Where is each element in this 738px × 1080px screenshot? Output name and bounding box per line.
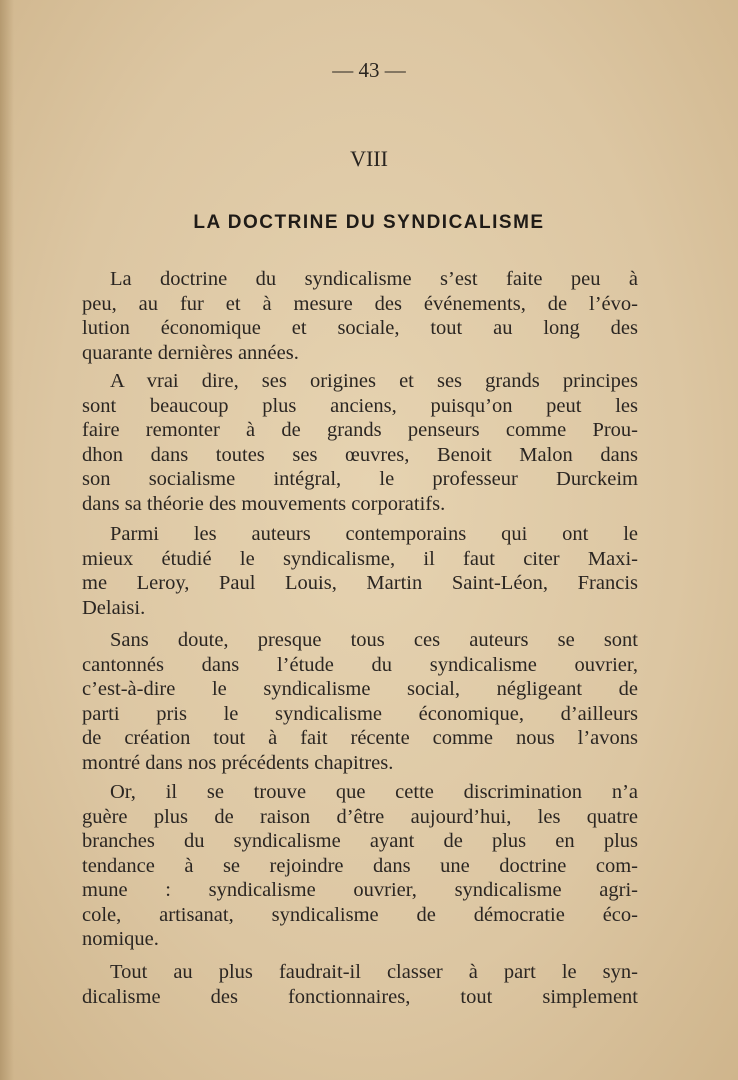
text-line: mune : syndicalisme ouvrier, syndicalisme agri- — [82, 879, 638, 901]
text-line: Tout au plus faudrait-il classer à part le syn- — [110, 961, 638, 983]
text-line: me Leroy, Paul Louis, Martin Saint-Léon, Francis — [82, 572, 638, 594]
text-line: parti pris le syndicalisme économique, d’ailleurs — [82, 702, 638, 725]
text-line: lution économique et sociale, tout au long des — [82, 317, 638, 339]
text-line: A vrai dire, ses origines et ses grands principes — [110, 370, 638, 392]
text-line: sont beaucoup plus anciens, puisqu’on peut les — [82, 394, 638, 417]
text-line: Or, il se trouve que cette discrimination n’a — [110, 781, 638, 803]
text-line: c’est-à-dire le syndicalisme social, négligeant de — [82, 678, 638, 700]
text-line: quarante dernières années. — [82, 341, 299, 364]
text-line: Parmi les auteurs contemporains qui ont le — [110, 523, 638, 545]
text-line: mieux étudié le syndicalisme, il faut citer Maxi- — [82, 547, 638, 570]
page-number: — 43 — — [332, 58, 406, 82]
text-line: cantonnés dans l’étude du syndicalisme ouvrier, — [82, 653, 638, 676]
chapter-number: VIII — [350, 146, 388, 171]
text-line: faire remonter à de grands penseurs comme Prou- — [82, 419, 638, 441]
text-line: son socialisme intégral, le professeur Durckeim — [82, 468, 638, 490]
text-line: Delaisi. — [82, 596, 146, 619]
text-line: dhon dans toutes ses œuvres, Benoit Malon dans — [82, 443, 638, 466]
paragraph-3 — [82, 522, 638, 620]
text-line: de création tout à fait récente comme nous l’avons — [82, 727, 638, 749]
text-line: peu, au fur et à mesure des événements, de l’évo- — [82, 292, 638, 315]
text-line: nomique. — [82, 928, 159, 950]
paragraph-6 — [82, 960, 638, 1009]
text-line: guère plus de raison d’être aujourd’hui, les quatre — [82, 805, 638, 828]
paragraph-5 — [82, 780, 638, 952]
chapter-title: LA DOCTRINE DU SYNDICALISME — [193, 212, 545, 233]
text-line: branches du syndicalisme ayant de plus en plus — [82, 830, 638, 852]
text-line: Sans doute, presque tous ces auteurs se sont — [110, 629, 638, 651]
text-line: tendance à se rejoindre dans une doctrine com- — [82, 854, 638, 877]
text-line: La doctrine du syndicalisme s’est faite peu à — [110, 268, 638, 290]
text-line: dans sa théorie des mouvements corporatifs. — [82, 492, 446, 515]
paragraph-1 — [82, 267, 638, 365]
text-line: cole, artisanat, syndicalisme de démocratie éco- — [82, 903, 638, 926]
text-line: dicalisme des fonctionnaires, tout simplement — [82, 985, 638, 1008]
paragraph-2 — [82, 369, 638, 516]
text-line: montré dans nos précédents chapitres. — [82, 751, 394, 774]
paragraph-4 — [82, 628, 638, 775]
